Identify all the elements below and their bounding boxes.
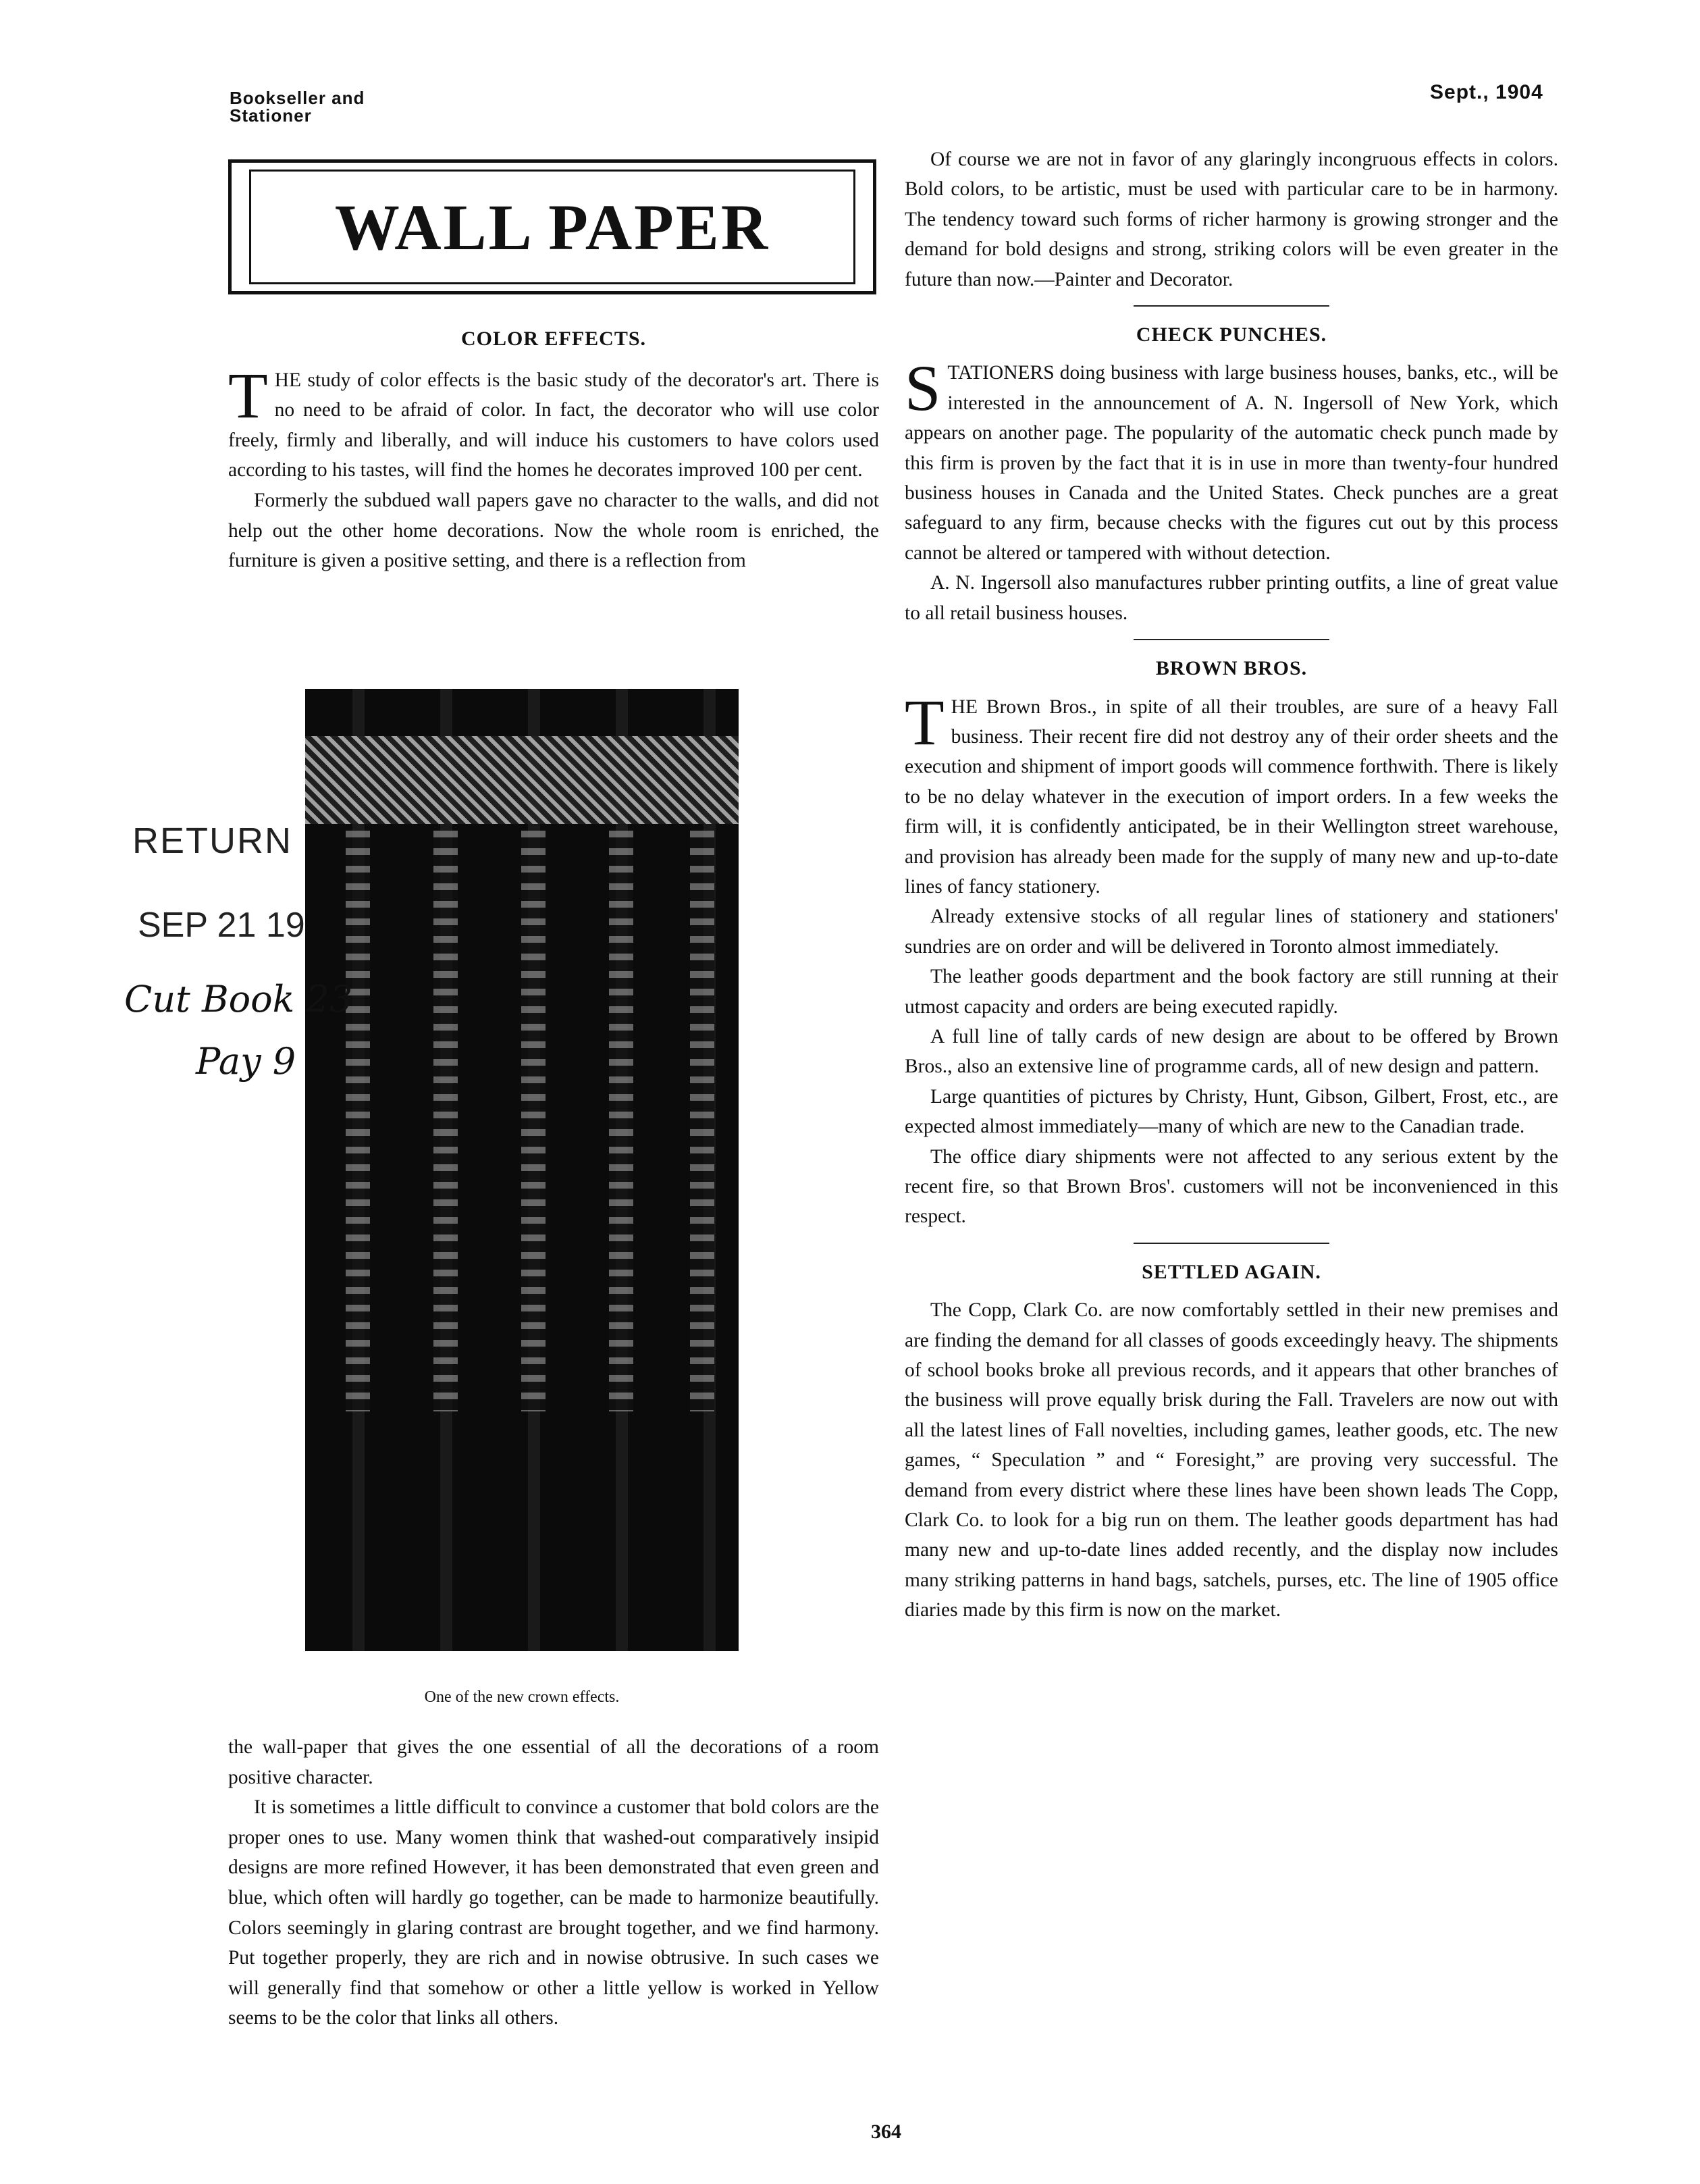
return-stamp: RETURN [132,821,292,861]
pattern-stripe [521,831,546,1411]
crown-frieze-pattern [305,736,739,824]
publication-name-line2: Stationer [230,105,312,126]
paragraph [905,352,1558,568]
publication-name-line1: Bookseller and [230,88,365,108]
title-box-inner [249,170,855,284]
paragraph: Already extensive stocks of all regular lines of stationery and stationers' sundries are on order and will be delivered in Toronto almost immediately. [905,906,1558,958]
paragraph: the wall-paper that gives the one essential of all the decorations of a room positive character. [228,1736,879,1788]
handwritten-note: Pay 9 [196,1040,296,1083]
right-column [905,145,1558,1626]
publication-name [230,89,365,124]
pattern-stripe [433,831,458,1411]
title-box [228,159,876,294]
stamp-date: SEP 21 19 [138,906,305,945]
section-heading-color-effects: COLOR EFFECTS. [460,328,647,350]
section-heading-brown-bros: BROWN BROS. [1155,657,1308,680]
drop-cap: T [905,685,945,758]
pattern-stripe [346,831,370,1411]
drop-cap: S [905,352,941,425]
paragraph-text: TATIONERS doing business with large business houses, banks, etc., will be interested in the announcement of A. N. Ingersoll of New York, which appears on another page. The popularity of the automatic check punch made by this firm is proven by the fact that it is in use in more than twenty-four hundred business houses in Canada and the United States. Check punches are a great safeguard to any firm, because checks with the figures cut out by this process cannot be altered or tampered with without detection. [905,362,1558,564]
page-number: 364 [871,2121,901,2143]
paragraph [228,359,879,486]
paragraph: A full line of tally cards of new design are about to be offered by Brown Bros., also an extensive line of programme cards, all of new design and pattern. [905,1025,1558,1078]
paragraph-text: HE Brown Bros., in spite of all their troubles, are sure of a heavy Fall business. Their recent fire did not destroy any of their order sheets and the execution and shipment of import goods will commence forthwith. There is likely to be no delay whatever in the execution of import orders. In a few weeks the firm will, it is confidently anticipated, be in their Wellington street warehouse, and provision has already been made for the supply of many new and up-to-date lines of fancy stationery. [905,696,1558,898]
pattern-stripe [609,831,633,1411]
paragraph-text: HE study of color effects is the basic study of the decorator's art. There is no need to be afraid of color. In fact, the decorator who will use color freely, firmly and liberally, and will induce his customers to have colors used according to his tastes, will find the homes he decorates improved 100 per cent. [228,369,879,482]
issue-date: Sept., 1904 [1430,81,1543,103]
divider [1134,1243,1329,1244]
section-heading-settled-again: SETTLED AGAIN. [1142,1260,1321,1283]
divider [1134,639,1329,640]
drop-cap: T [228,359,268,432]
section-color-effects-continued [228,1732,879,2033]
section-heading-check-punches: CHECK PUNCHES. [1136,323,1327,346]
paragraph: Large quantities of pictures by Christy, Hunt, Gibson, Gilbert, Frost, etc., are expected almost immediately—many of which are new to the Canadian trade. [905,1085,1558,1138]
handwritten-note: Cut Book 23 [124,978,353,1020]
pattern-stripe [690,831,714,1411]
divider [1134,305,1329,307]
paragraph [905,685,1558,902]
paragraph: The leather goods department and the book factory are still running at their utmost capacity and orders are being executed rapidly. [905,966,1558,1018]
paragraph: It is sometimes a little difficult to convince a customer that bold colors are the proper ones to use. Many women think that washed-out comparatively insipid designs are more refined However, it has been demonstrated that even green and blue, which often will hardly go together, can be made to harmonize beautifully. Colors seemingly in glaring contrast are brought together, and we find harmony. Put together properly, they are rich and in nowise obtrusive. In such cases we will generally find that somehow or other a little yellow is worked in Yellow seems to be the color that links all others. [228,1796,879,2029]
paragraph: Formerly the subdued wall papers gave no character to the walls, and did not help out the other home decorations. Now the whole room is enriched, the furniture is given a positive setting, and there is a reflection from [228,489,879,572]
paragraph: A. N. Ingersoll also manufactures rubber printing outfits, a line of great value to all retail business houses. [905,572,1558,624]
image-caption: One of the new crown effects. [424,1688,620,1706]
paragraph: The Copp, Clark Co. are now comfortably settled in their new premises and are finding the demand for all classes of goods exceedingly heavy. The shipments of school books broke all previous records, and it appears that other branches of the business will prove equally brisk during the Fall. Travelers are now out with all the latest lines of Fall novelties, including games, leather goods, etc. The new games, “ Speculation ” and “ Foresight,” are proving very successful. The demand from every district where these lines have been shown leads The Copp, Clark Co. to look for a big run on them. The leather goods department has had many new and up-to-date lines added recently, and the display now includes many striking patterns in hand bags, satchels, purses, etc. The line of 1905 office diaries made by this firm is now on the market. [905,1299,1558,1621]
section-color-effects [228,324,879,576]
paragraph: Of course we are not in favor of any glaringly incongruous effects in colors. Bold colors, to be artistic, must be used with particular care to be in harmony. The tendency toward such forms of richer harmony is growing stronger and the demand for bold designs and strong, striking colors will be even greater in the future than now.—Painter and Decorator. [905,149,1558,290]
paragraph: The office diary shipments were not affected to any serious extent by the recent fire, so that Brown Bros'. customers will not be inconvenienced in this respect. [905,1145,1558,1228]
page-title: WALL PAPER [334,190,770,263]
wallpaper-photograph [305,689,739,1651]
